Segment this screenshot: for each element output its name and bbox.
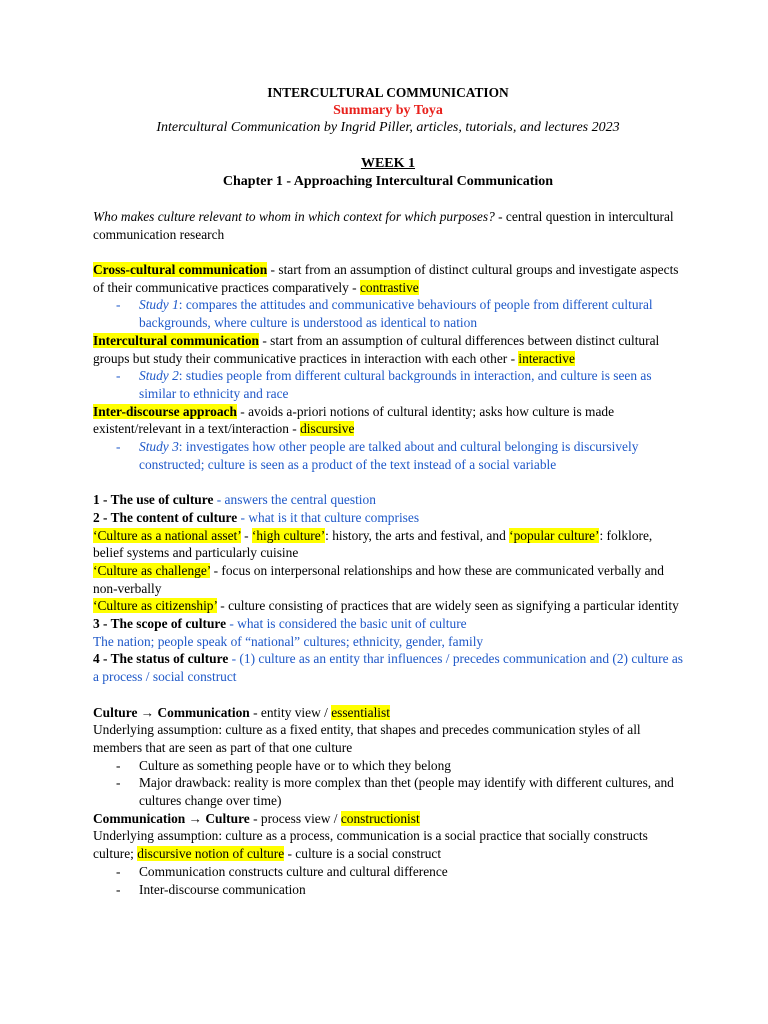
bullet-dash: -: [116, 439, 121, 455]
use-of-culture: [93, 491, 683, 509]
entity-view-heading: [93, 704, 683, 722]
study-1-text: : compares the attitudes and communicative behaviours of people from different cultural backgrounds, where culture is understood as identical to nation: [139, 297, 653, 331]
entity-view-label: Culture → Communication: [93, 704, 250, 720]
process-bullet-2-text: Inter-discourse communication: [139, 881, 306, 897]
constructionist-tag: constructionist: [340, 810, 420, 826]
content-of-culture: [93, 509, 683, 527]
citizenship-text: - culture consisting of practices that are widely seen as signifying a particular identity: [216, 598, 679, 614]
national-asset-term: ‘Culture as a national asset’: [93, 527, 241, 543]
process-view-assumption: [93, 827, 683, 862]
entity-bullet-1-text: Culture as something people have or to which they belong: [139, 757, 452, 773]
discursive-tag: discursive: [300, 421, 355, 437]
study-3-bullet: [93, 438, 683, 473]
document-page: [93, 84, 683, 898]
study-1-bullet: [93, 296, 683, 331]
popular-culture-text: : folklore, belief systems and particularly cuisine: [93, 527, 653, 561]
intercultural-text: - start from an assumption of cultural differences between distinct cultural groups but study their communicative practices in interaction with each other -: [93, 332, 660, 366]
use-label: 1 - The use of culture: [93, 492, 214, 508]
content-text: - what is it that culture comprises: [237, 509, 420, 525]
study-2-bullet: [93, 367, 683, 402]
scope-text: - what is considered the basic unit of culture: [226, 616, 467, 632]
process-bullet-1: [93, 863, 683, 881]
essentialist-tag: essentialist: [331, 704, 390, 720]
cross-cultural-paragraph: [93, 261, 683, 296]
high-culture-text: : history, the arts and festival, and: [325, 527, 510, 543]
study-2-text: : studies people from different cultural backgrounds in interaction, and culture is seen as similar to ethnicity and race: [139, 368, 652, 401]
study-1-label: Study 1: [139, 297, 179, 313]
challenge-term: ‘Culture as challenge’: [93, 562, 211, 578]
bullet-dash: -: [116, 881, 121, 897]
citizenship-paragraph: [93, 597, 683, 615]
bullet-dash: -: [116, 297, 121, 313]
citizenship-term: ‘Culture as citizenship’: [93, 598, 217, 614]
status-label: 4 - The status of culture: [93, 651, 229, 667]
entity-bullet-2: [93, 774, 683, 809]
central-question: Who makes culture relevant to whom in which context for which purposes?: [93, 208, 495, 224]
entity-view-text: - entity view /: [249, 704, 332, 720]
intro-rest: - central question in intercultural communication research: [93, 208, 674, 242]
interactive-tag: interactive: [518, 350, 575, 366]
study-3-text: : investigates how other people are talked about and cultural belonging is discursively constructed; culture is seen as a product of the text instead of a social variable: [139, 439, 639, 472]
intro-paragraph: [93, 208, 683, 243]
content-label: 2 - The content of culture: [93, 509, 238, 525]
bullet-dash: -: [116, 863, 121, 879]
bullet-dash: -: [116, 757, 121, 773]
study-2-label: Study 2: [139, 368, 179, 384]
use-text: - answers the central question: [213, 492, 376, 508]
document-title: INTERCULTURAL COMMUNICATION: [267, 85, 509, 100]
cross-cultural-text: - start from an assumption of distinct cultural groups and investigate aspects of their communicative practices comparatively -: [93, 261, 679, 295]
status-of-culture: [93, 650, 683, 685]
national-asset-paragraph: [93, 527, 683, 562]
process-view-heading: [93, 810, 683, 828]
popular-culture-term: ‘popular culture’: [509, 527, 600, 543]
chapter-heading: Chapter 1 - Approaching Intercultural Communication: [222, 173, 554, 189]
week-heading: WEEK 1: [360, 155, 416, 171]
scope-line: The nation; people speak of “national” cultures; ethnicity, gender, family: [93, 633, 484, 649]
scope-label: 3 - The scope of culture: [93, 616, 227, 632]
high-culture-term: ‘high culture’: [251, 527, 326, 543]
bullet-dash: -: [116, 775, 121, 791]
entity-view-assumption: Underlying assumption: culture as a fixed entity, that shapes and precedes communication styles of all members that are seen as part of that one culture: [93, 722, 641, 755]
challenge-text: - focus on interpersonal relationships and how these are communicated verbally and non-verbally: [93, 562, 664, 596]
process-view-text: - process view /: [249, 810, 341, 826]
bullet-dash: -: [116, 368, 121, 384]
discursive-notion-tag: discursive notion of culture: [137, 846, 285, 862]
process-bullet-1-text: Communication constructs culture and cultural difference: [139, 863, 448, 879]
process-assumption-post: - culture is a social construct: [284, 846, 442, 862]
entity-bullet-2-text: Major drawback: reality is more complex than thet (people may identify with different cultures, and cultures change over time): [139, 775, 674, 809]
inter-discourse-term: Inter-discourse approach: [93, 403, 237, 419]
entity-bullet-1: [93, 757, 683, 775]
intercultural-term: Intercultural communication: [93, 332, 260, 348]
process-view-label: Communication → Culture: [93, 810, 250, 826]
cross-cultural-term: Cross-cultural communication: [93, 261, 268, 277]
process-assumption-pre: Underlying assumption: culture as a process, communication is a social practice that socially constructs culture;: [93, 828, 648, 862]
inter-discourse-text: - avoids a-priori notions of cultural identity; asks how culture is made existent/relevant in a text/interaction -: [93, 403, 615, 437]
status-text: - (1) culture as an entity thar influences / precedes communication and (2) culture as a process / social construct: [93, 651, 684, 685]
inter-discourse-paragraph: [93, 403, 683, 438]
contrastive-tag: contrastive: [359, 279, 419, 295]
intercultural-paragraph: [93, 332, 683, 367]
separator: -: [240, 527, 252, 543]
study-3-label: Study 3: [139, 439, 179, 455]
challenge-paragraph: [93, 562, 683, 597]
scope-of-culture: [93, 615, 683, 633]
source-line: Intercultural Communication by Ingrid Piller, articles, tutorials, and lectures 2023: [156, 120, 620, 136]
summary-author: Summary by Toya: [333, 102, 443, 118]
process-bullet-2: [93, 881, 683, 899]
